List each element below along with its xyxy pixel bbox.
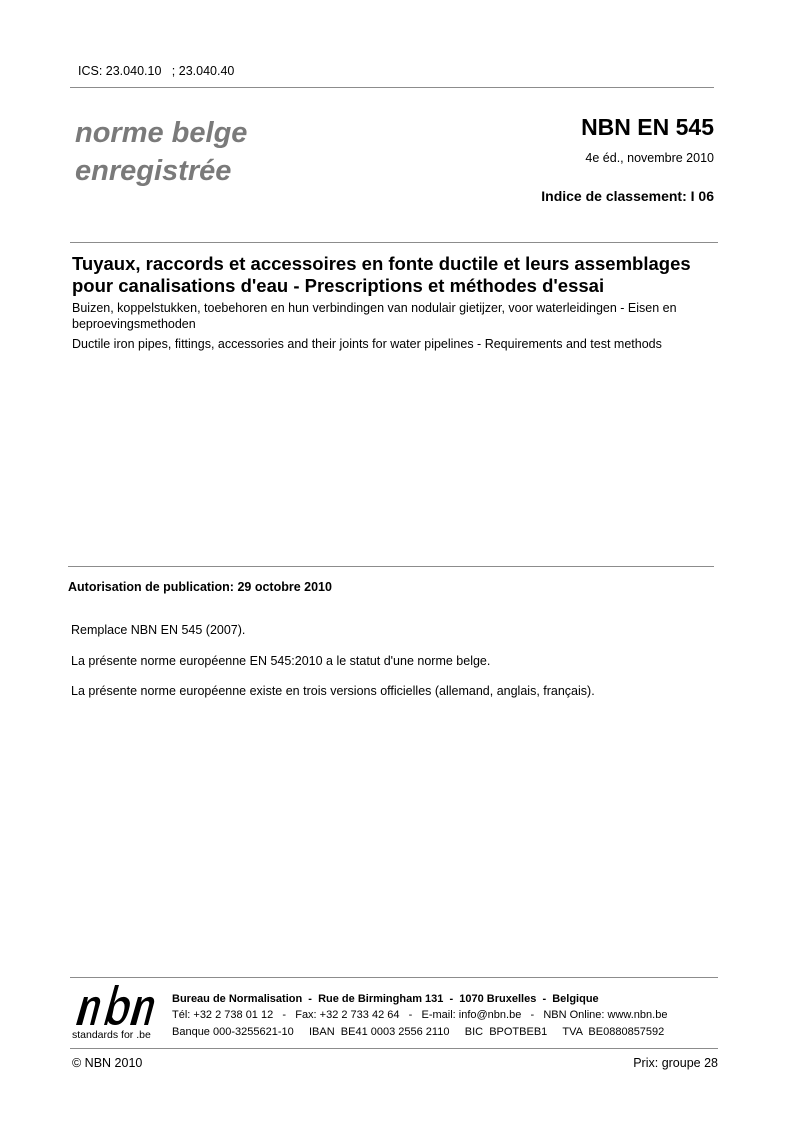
title-french-line-2: pour canalisations d'eau - Prescriptions et méthodes d'essai <box>72 275 605 296</box>
brand-line-1: norme belge <box>75 117 248 149</box>
header-divider <box>70 87 714 88</box>
copyright: © NBN 2010 <box>72 1056 143 1070</box>
price-group: Prix: groupe 28 <box>633 1056 718 1070</box>
nbn-logo <box>70 983 160 1043</box>
note-replaces: Remplace NBN EN 545 (2007). <box>71 623 246 637</box>
publication-authorisation: Autorisation de publication: 29 octobre 2010 <box>68 580 332 594</box>
title-divider <box>70 242 718 243</box>
title-english: Ductile iron pipes, fittings, accessories and their joints for water pipelines - Requirements and test methods <box>72 337 662 351</box>
footer-bank: Banque 000-3255621-10 IBAN BE41 0003 2556 2110 BIC BPOTBEB1 TVA BE0880857592 <box>172 1026 665 1038</box>
footer-address: Bureau de Normalisation - Rue de Birmingham 131 - 1070 Bruxelles - Belgique <box>172 993 599 1005</box>
footer-contact: Tél: +32 2 738 01 12 - Fax: +32 2 733 42 64 - E-mail: info@nbn.be - NBN Online: www.nbn.be <box>172 1009 668 1021</box>
edition-date: 4e éd., novembre 2010 <box>585 151 714 165</box>
title-french-line-1: Tuyaux, raccords et accessoires en fonte ductile et leurs assemblages <box>72 253 691 274</box>
footer-divider-top <box>70 977 718 978</box>
classification-index: Indice de classement: I 06 <box>541 188 714 204</box>
publication-divider <box>68 566 714 567</box>
title-french <box>72 253 722 297</box>
note-versions: La présente norme européenne existe en trois versions officielles (allemand, anglais, français). <box>71 684 595 698</box>
note-status: La présente norme européenne EN 545:2010 a le statut d'une norme belge. <box>71 654 491 668</box>
brand-line-2: enregistrée <box>75 155 232 187</box>
footer-divider-bottom <box>70 1048 718 1049</box>
ics-code: ICS: 23.040.10 ; 23.040.40 <box>78 64 235 78</box>
standard-code: NBN EN 545 <box>581 114 714 140</box>
brand-title <box>75 114 247 190</box>
logo-tagline: standards for .be <box>72 1029 151 1041</box>
title-dutch: Buizen, koppelstukken, toebehoren en hun verbindingen van nodulair gietijzer, voor waterleidingen - Eisen en beproevingsmethoden <box>72 301 677 331</box>
